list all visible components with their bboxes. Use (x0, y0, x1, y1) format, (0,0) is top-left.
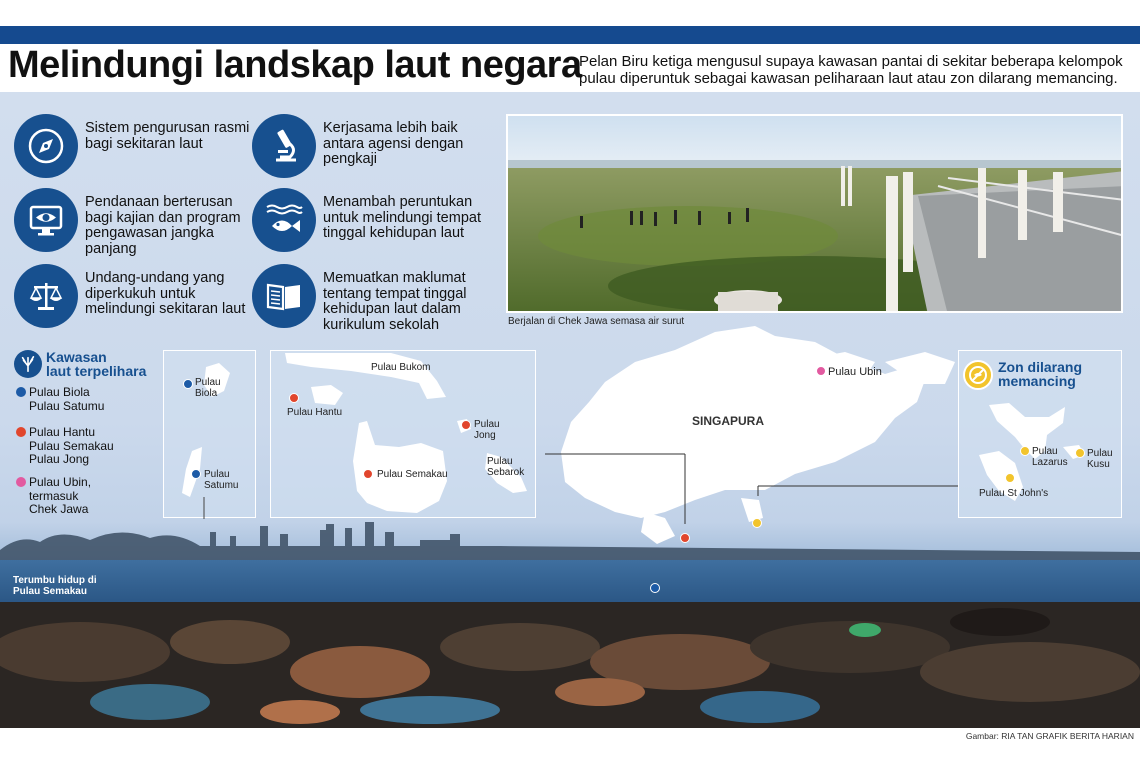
reef-caption (13, 575, 97, 597)
legend-title (46, 350, 146, 378)
map-label-satumu: Pulau Satumu (204, 469, 239, 491)
legend-line: Pulau Jong (29, 452, 90, 466)
map-label-lazarus: Pulau Lazarus (1032, 446, 1068, 468)
legend-line: Pulau Biola (29, 385, 90, 399)
map-dot-biola (183, 379, 193, 389)
map-dot-ubin (816, 366, 826, 376)
intro-text: Pelan Biru ketiga mengusul supaya kawasan pantai di sekitar beberapa kelompok pulau diperuntuk sebagai kawasan peliharaan laut atau zon dilarang memancing. (579, 53, 1123, 87)
map-dot-southern-red (680, 533, 690, 543)
feature-curriculum (252, 264, 488, 333)
legend-line: termasuk (29, 488, 79, 503)
chek-jawa-photo (506, 114, 1123, 313)
map-label-kusu: Pulau Kusu (1087, 448, 1113, 470)
feature-funding (14, 188, 250, 257)
coral-icon (14, 350, 42, 378)
legend-line: Pulau Hantu (29, 425, 96, 439)
singapore-map (545, 322, 960, 552)
feature-text: Pendanaan berterusan bagi kajian dan program pengawasan jangka panjang (85, 194, 241, 257)
feature-text: Memuatkan maklumat tentang tempat tinggal kehidupan laut dalam kurikulum sekolah (323, 270, 467, 333)
map-label-jong: Pulau Jong (474, 419, 500, 441)
feature-habitat (252, 188, 488, 252)
feature-text: Undang-undang yang diperkukuh untuk melindungi sekitaran laut (85, 270, 246, 317)
legend-line: Pulau Ubin, (29, 475, 92, 489)
map-label-hantu: Pulau Hantu (287, 407, 343, 418)
map-label-bukom: Pulau Bukom (371, 362, 431, 373)
map-dot-lazarus (1020, 446, 1030, 456)
map-dot-southern-blue (650, 583, 660, 593)
feature-formal-management (14, 114, 250, 178)
legend-item-blue (16, 386, 104, 413)
feature-text: Sistem pengurusan rasmi bagi sekitaran laut (85, 120, 250, 152)
legend-item-red (16, 426, 114, 467)
page-title: Melindungi landskap laut negara (8, 44, 582, 86)
map-label-ubin: Pulau Ubin (828, 366, 882, 378)
infographic-panel (0, 92, 1140, 728)
top-color-bar (0, 26, 1140, 44)
legend-title-line2: laut terpelihara (46, 363, 147, 379)
map-dot-semakau (363, 469, 373, 479)
no-fishing-title-line2: memancing (998, 373, 1076, 389)
credit-line: Gambar: RIA TAN GRAFIK BERITA HARIAN (965, 731, 1134, 741)
reef-caption-line2: Pulau Semakau (13, 586, 87, 597)
map-dot-satumu (191, 469, 201, 479)
legend-dot-pink (16, 477, 26, 487)
legend-item-pink (16, 476, 91, 517)
feature-cooperation (252, 114, 488, 178)
map-label-semakau: Pulau Semakau (377, 469, 448, 480)
map-box-southern-islands (270, 350, 536, 518)
compass-icon (14, 114, 78, 178)
map-dot-hantu (289, 393, 299, 403)
legend-title-line1: Kawasan (46, 349, 107, 365)
book-icon (252, 264, 316, 328)
scales-icon (14, 264, 78, 328)
map-dot-stjohns (1005, 473, 1015, 483)
no-fishing-title-line1: Zon dilarang (998, 359, 1082, 375)
map-dot-jong (461, 420, 471, 430)
legend-line: Chek Jawa (29, 502, 89, 516)
feature-text: Menambah peruntukan untuk melindungi tempat tinggal kehidupan laut (323, 194, 481, 241)
map-dot-kusu (1075, 448, 1085, 458)
microscope-icon (252, 114, 316, 178)
feature-text: Kerjasama lebih baik antara agensi dengan pengkaji (323, 120, 464, 167)
fish-icon (252, 188, 316, 252)
coral-reef (0, 592, 1140, 728)
photo-caption: Berjalan di Chek Jawa semasa air surut (508, 316, 685, 327)
monitor-eye-icon (14, 188, 78, 252)
map-label-stjohns: Pulau St John's (979, 488, 1049, 499)
map-box-biola-satumu (163, 350, 256, 518)
no-fishing-title (998, 360, 1082, 388)
map-label-biola: Pulau Biola (195, 377, 221, 399)
legend-line: Pulau Semakau (29, 438, 114, 453)
map-label-sebarok: Pulau Sebarok (487, 456, 525, 478)
legend-line: Pulau Satumu (29, 398, 105, 413)
no-fishing-icon (963, 360, 993, 390)
feature-law (14, 264, 250, 328)
legend-dot-red (16, 427, 26, 437)
map-label-singapura: SINGAPURA (692, 414, 765, 428)
legend-dot-blue (16, 387, 26, 397)
reef-caption-line1: Terumbu hidup di (13, 575, 97, 586)
map-dot-southern-yellow (752, 518, 762, 528)
